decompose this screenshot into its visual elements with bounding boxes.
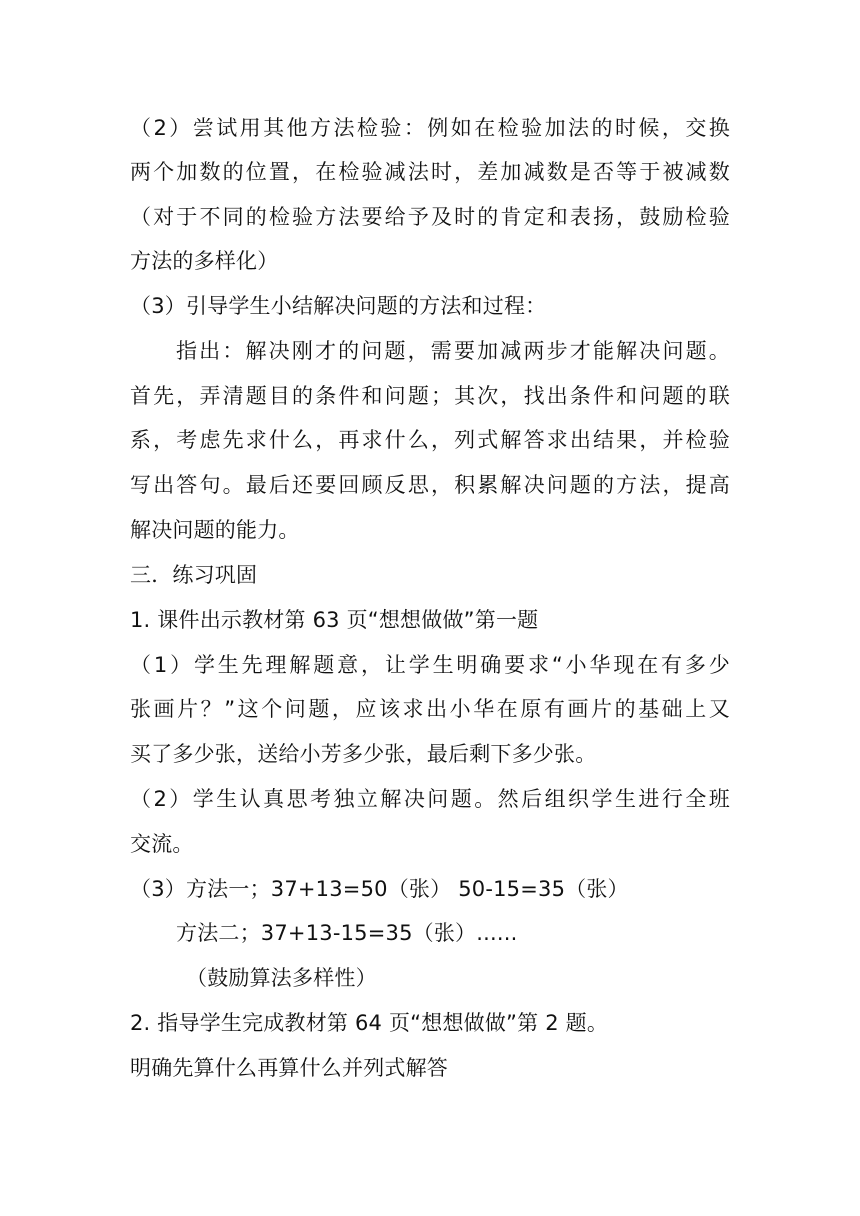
paragraph-line: （2）尝试用其他方法检验：例如在检验加法的时候，交换 [130, 116, 730, 140]
paragraph-line: （对于不同的检验方法要给予及时的肯定和表扬，鼓励检验 [130, 205, 730, 229]
paragraph-line: 写出答句。最后还要回顾反思，积累解决问题的方法，提高 [130, 473, 730, 497]
method-line: 方法二；37+13-15=35（张）...... [176, 921, 518, 945]
note-line: （鼓励算法多样性） [186, 966, 377, 990]
paragraph-line: 解决问题的能力。 [130, 518, 300, 542]
paragraph-line: 方法的多样化） [130, 249, 279, 273]
paragraph-line: （2）学生认真思考独立解决问题。然后组织学生进行全班 [130, 787, 730, 811]
paragraph-line: 明确先算什么再算什么并列式解答 [130, 1056, 448, 1080]
paragraph-line: 交流。 [130, 832, 194, 856]
paragraph-line: 首先，弄清题目的条件和问题；其次，找出条件和问题的联 [130, 384, 730, 408]
paragraph-line: 张画片？”这个问题，应该求出小华在原有画片的基础上又 [130, 697, 730, 721]
exercise-title: 1. 课件出示教材第 63 页“想想做做”第一题 [130, 608, 539, 632]
paragraph-line: 两个加数的位置，在检验减法时，差加减数是否等于被减数 [130, 160, 730, 184]
paragraph-line: （1）学生先理解题意，让学生明确要求“小华现在有多少 [130, 653, 730, 677]
method-line: （3）方法一；37+13=50（张） 50-15=35（张） [130, 877, 629, 901]
section-heading: 三．练习巩固 [130, 563, 258, 587]
paragraph-line: 指出：解决刚才的问题，需要加减两步才能解决问题。 [176, 339, 730, 363]
paragraph-line: 买了多少张，送给小芳多少张，最后剩下多少张。 [130, 742, 597, 766]
exercise-title: 2. 指导学生完成教材第 64 页“想想做做”第 2 题。 [130, 1011, 609, 1035]
paragraph-line: （3）引导学生小结解决问题的方法和过程： [130, 294, 547, 318]
paragraph-line: 系，考虑先求什么，再求什么，列式解答求出结果，并检验 [130, 428, 730, 452]
